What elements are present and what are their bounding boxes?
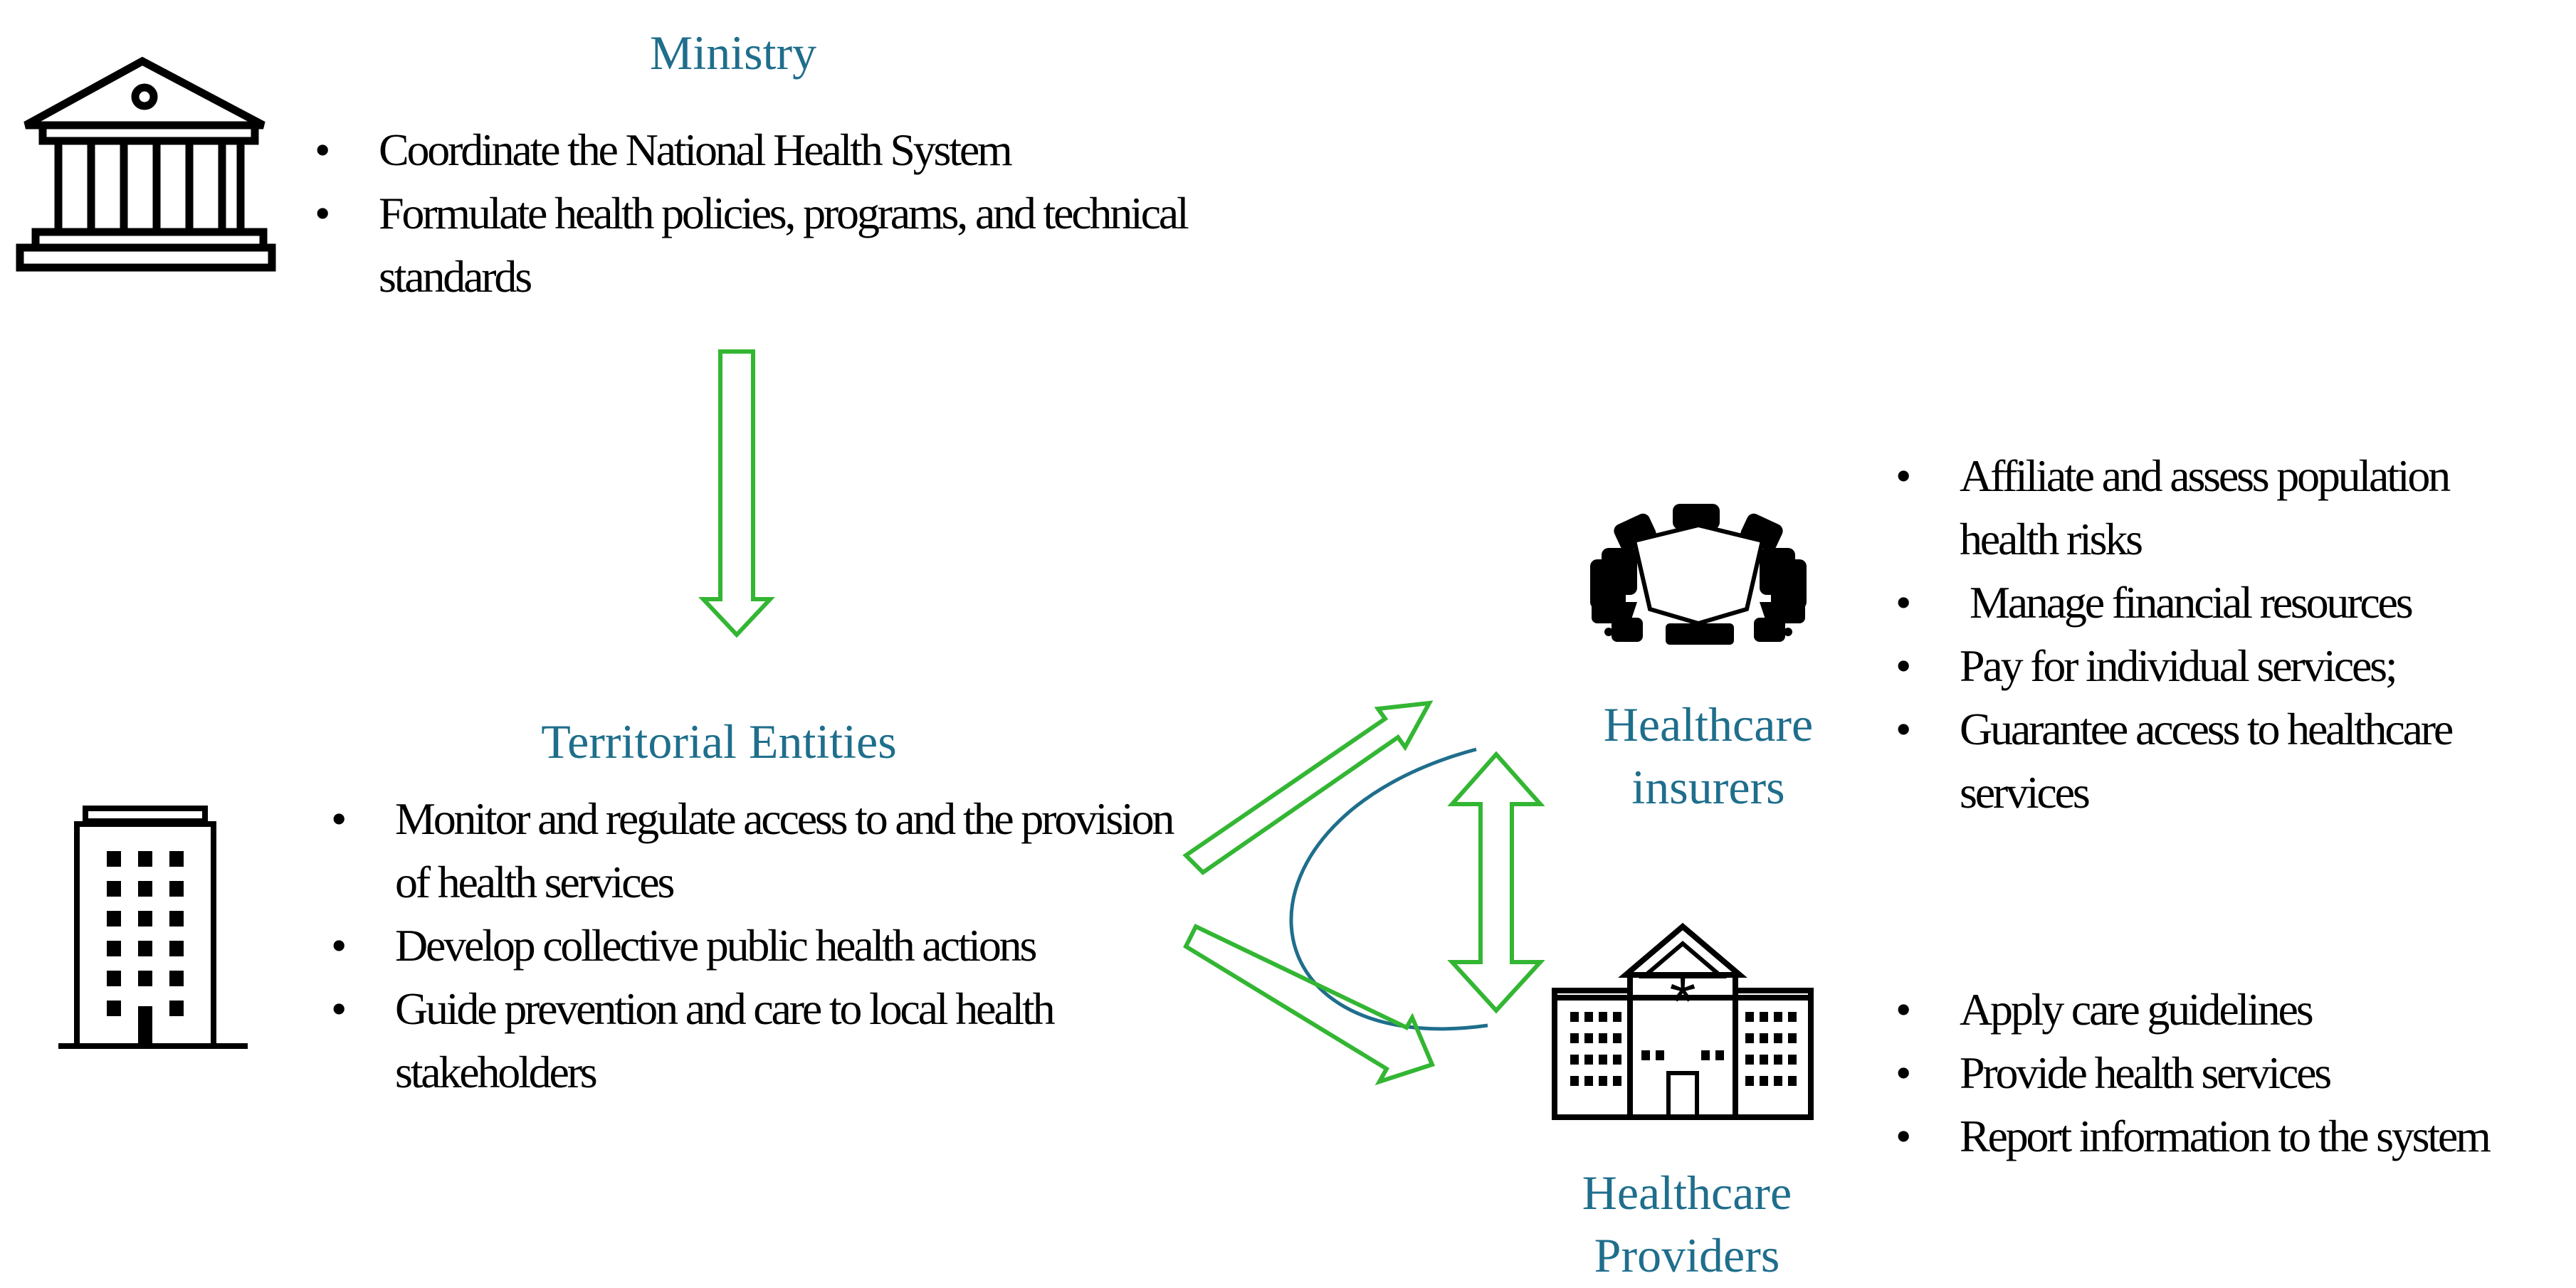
providers-title-line2: Providers [1594,1228,1780,1282]
list-item: • Formulate health policies, programs, and technical standards [315,181,1204,308]
conference-table-icon [1590,504,1807,645]
government-building-icon [20,61,272,268]
territorial-bullets [331,787,1185,1104]
insurers-title [1552,693,1865,818]
list-item: • Develop collective public health actions [331,914,1185,977]
ministry-title: Ministry [649,26,817,80]
providers-title-line1: Healthcare [1582,1166,1792,1220]
office-building-icon [58,808,248,1046]
providers-bullets [1896,978,2572,1168]
list-item: • Apply care guidelines [1896,978,2572,1041]
insurers-title-line2: insurers [1631,760,1785,814]
list-item: • Guide prevention and care to local health stakeholders [331,977,1185,1104]
territorial-title: Territorial Entities [541,714,897,769]
list-item: • Affiliate and assess population health risks [1896,444,2550,571]
list-item: • Pay for individual services; [1896,634,2550,697]
insurers-bullets [1896,444,2550,824]
providers-title [1530,1161,1844,1287]
list-item: • Report information to the system [1896,1104,2572,1168]
arrow-to-providers-icon [1186,927,1432,1082]
hospital-icon [1555,927,1811,1117]
arrow-to-insurers-icon [1186,703,1429,872]
list-item: • Coordinate the National Health System [315,118,1204,181]
double-arrow-icon [1452,754,1540,1010]
ministry-bullets [315,118,1204,308]
svg-text:*: * [1669,964,1696,1040]
insurers-title-line1: Healthcare [1603,697,1814,751]
list-item: • Guarantee access to healthcare services [1896,697,2550,824]
list-item: • Provide health services [1896,1041,2572,1104]
arrow-down-icon [703,352,770,635]
list-item: • Monitor and regulate access to and the provision of health services [331,787,1185,914]
list-item: • Manage financial resources [1896,571,2550,634]
